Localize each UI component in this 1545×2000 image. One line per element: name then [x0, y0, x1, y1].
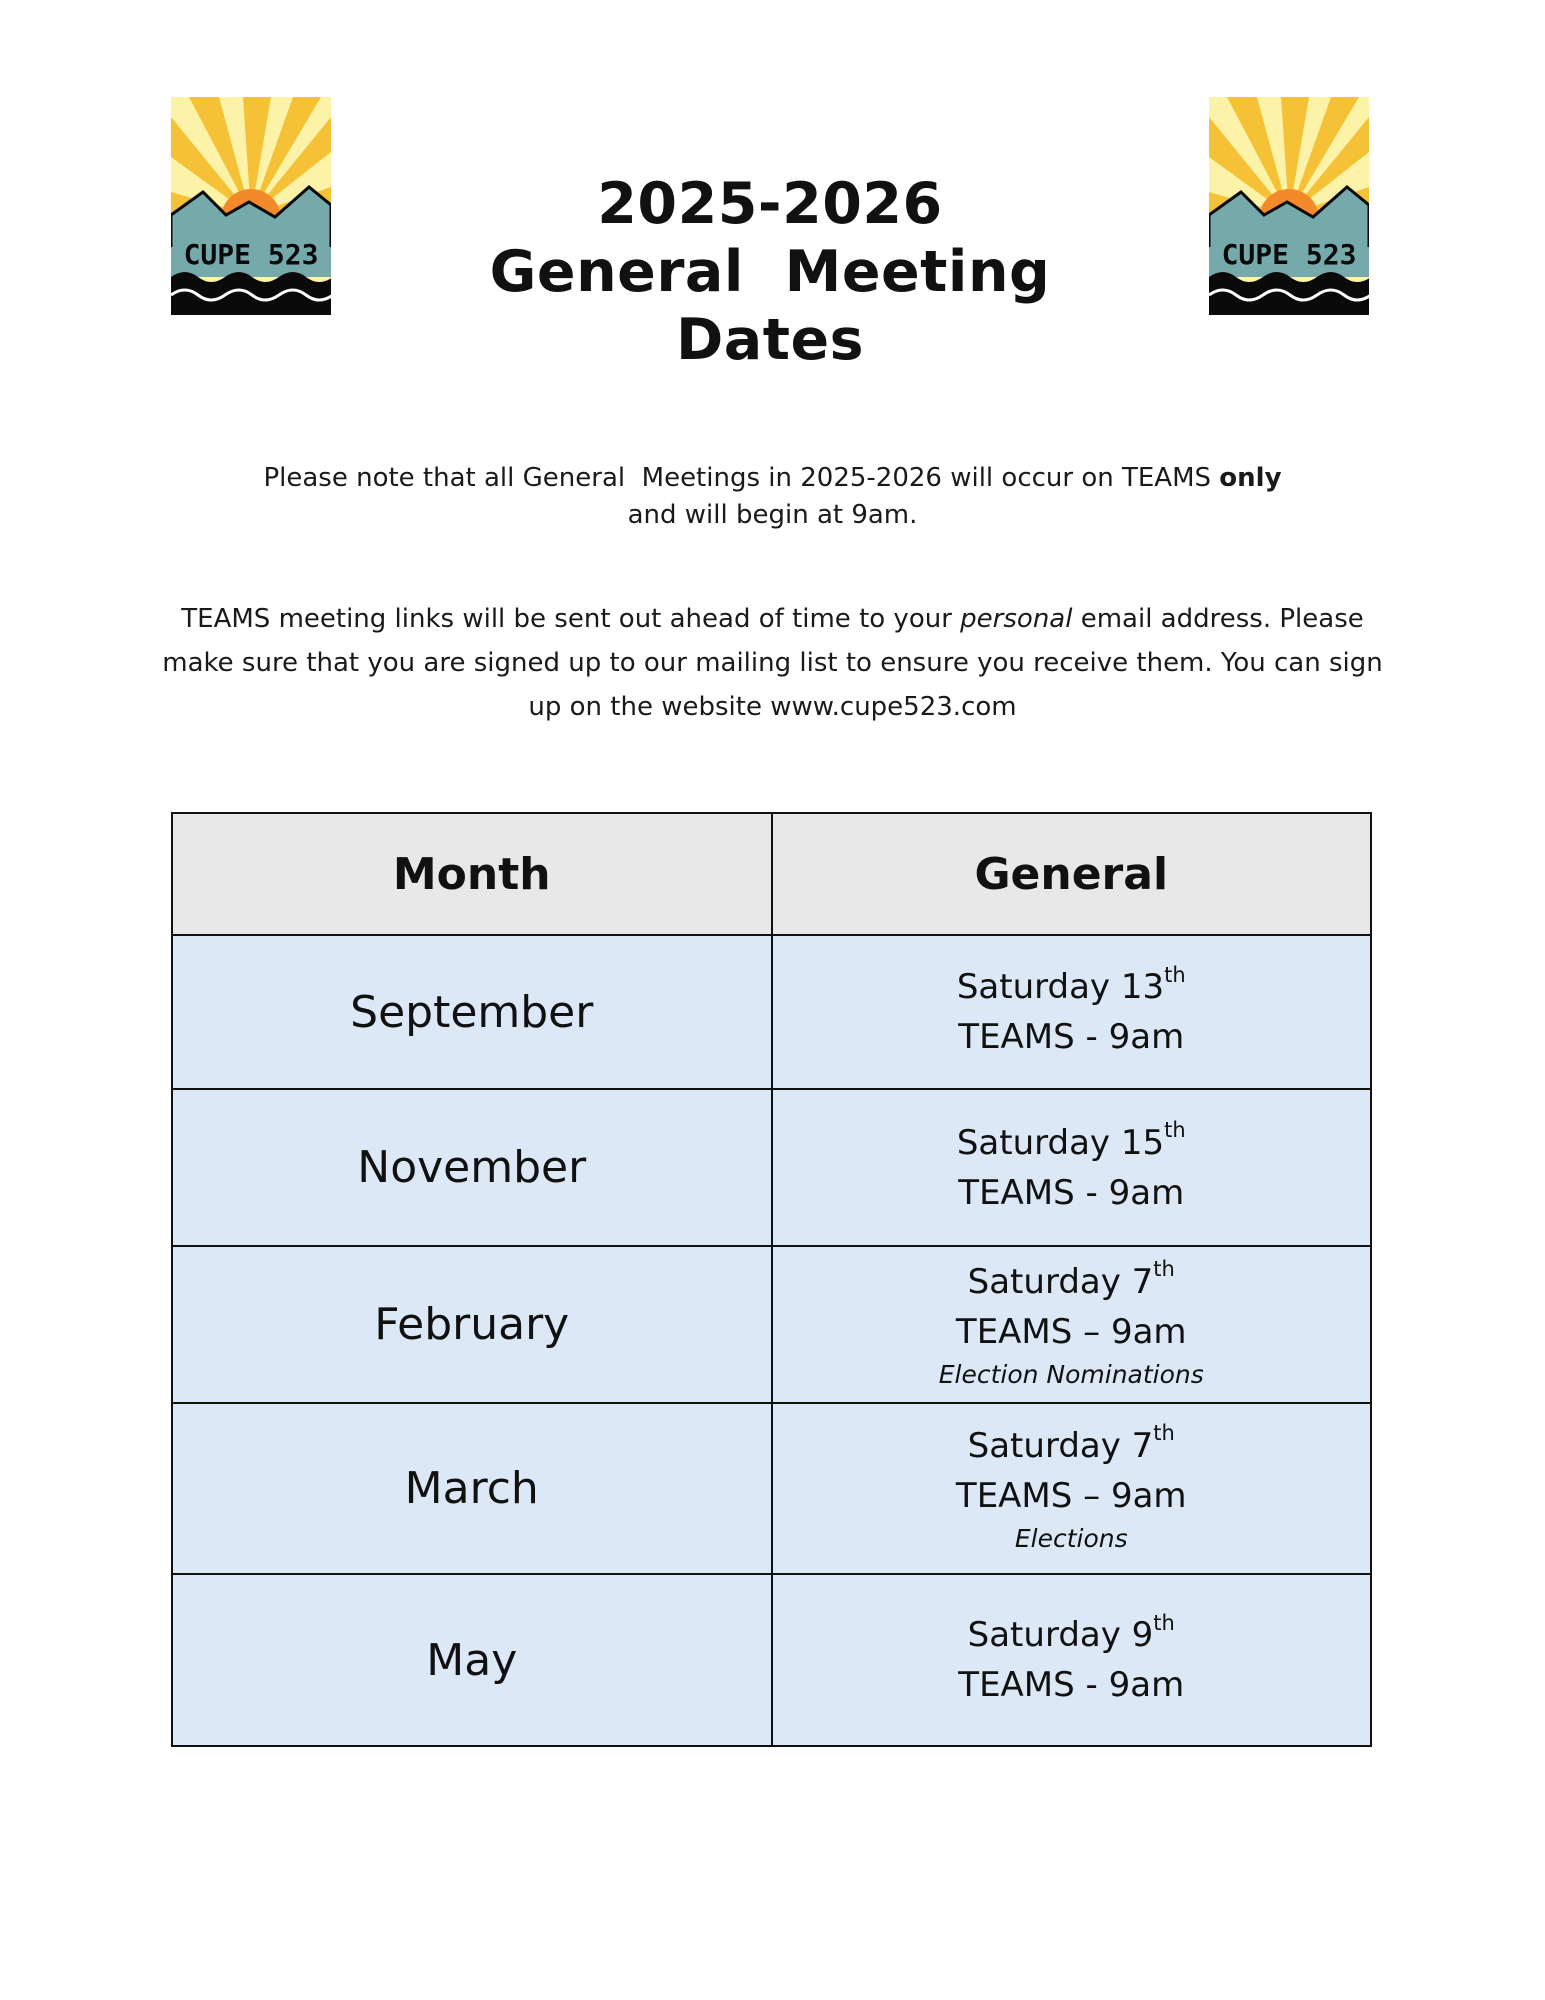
- sunburst-mountain-logo-icon: [171, 97, 331, 315]
- month-cell: November: [172, 1089, 772, 1246]
- table-header-row: [172, 813, 1371, 935]
- meeting-time: TEAMS – 9am: [955, 1311, 1187, 1352]
- meeting-day: Saturday 13th: [956, 962, 1186, 1007]
- meeting-day: Saturday 15th: [956, 1118, 1186, 1163]
- links-text-before: TEAMS meeting links will be sent out ahead of time to your: [181, 604, 961, 634]
- page-title: [420, 170, 1120, 374]
- title-line-general-meeting: General Meeting: [489, 239, 1051, 305]
- meeting-day: Saturday 9th: [967, 1610, 1175, 1655]
- meeting-links-notice: [150, 597, 1395, 729]
- svg-text:CUPE 523: CUPE 523: [1221, 238, 1357, 271]
- table-row: [172, 1403, 1371, 1574]
- sunburst-mountain-logo-icon: [1209, 97, 1369, 315]
- cupe-logo-right: [1209, 97, 1369, 315]
- column-header-general: General: [772, 813, 1372, 935]
- month-cell: February: [172, 1246, 772, 1403]
- table-row: [172, 1574, 1371, 1746]
- svg-text:CUPE 523: CUPE 523: [183, 238, 319, 271]
- meeting-cell: [772, 1246, 1372, 1403]
- meeting-note: Election Nominations: [938, 1359, 1204, 1389]
- month-cell: March: [172, 1403, 772, 1574]
- month-cell: May: [172, 1574, 772, 1746]
- meeting-day: Saturday 7th: [967, 1421, 1175, 1466]
- table-row: [172, 935, 1371, 1089]
- links-emphasis-personal: personal: [960, 604, 1073, 634]
- notice-emphasis-only: only: [1219, 463, 1282, 493]
- teams-only-notice: [150, 460, 1395, 534]
- notice-line-1: [150, 460, 1395, 497]
- cupe-logo-left: [171, 97, 331, 315]
- title-line-years: 2025-2026: [597, 171, 943, 237]
- meeting-note: Elections: [1014, 1523, 1128, 1553]
- meeting-time: TEAMS - 9am: [958, 1172, 1185, 1213]
- meeting-cell: [772, 1403, 1372, 1574]
- meeting-time: TEAMS – 9am: [955, 1475, 1187, 1516]
- title-line-dates: Dates: [675, 307, 865, 373]
- notice-text: Please note that all General Meetings in 2025-2026 will occur on TEAMS: [263, 463, 1220, 493]
- notice-line-2: and will begin at 9am.: [627, 500, 918, 530]
- meeting-time: TEAMS - 9am: [958, 1017, 1185, 1057]
- month-cell: September: [172, 935, 772, 1089]
- meeting-cell: [772, 935, 1372, 1089]
- table-row: [172, 1246, 1371, 1403]
- meeting-schedule-table: [171, 812, 1372, 1747]
- meeting-time: TEAMS - 9am: [958, 1665, 1185, 1705]
- meeting-day: Saturday 7th: [967, 1257, 1175, 1302]
- meeting-cell: [772, 1089, 1372, 1246]
- table-row: [172, 1089, 1371, 1246]
- meeting-cell: [772, 1574, 1372, 1746]
- links-text-after: email address. Please make sure that you are signed up to our mailing list to ensure you receive them. You can sign up on the website www.cupe523.com: [162, 604, 1383, 722]
- column-header-month: Month: [172, 813, 772, 935]
